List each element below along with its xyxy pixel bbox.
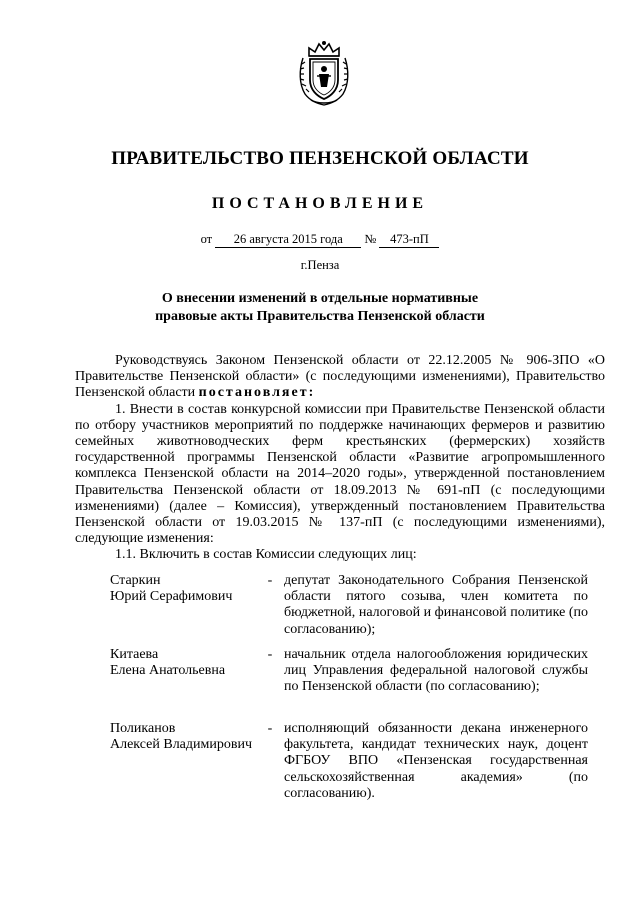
member-name xyxy=(110,573,260,605)
item-1-1-paragraph: 1.1. Включить в состав Комиссии следующих лиц: xyxy=(115,547,417,563)
document-subject xyxy=(0,290,640,326)
penza-coat-of-arms-icon xyxy=(297,40,351,106)
resolves-word: постановляет: xyxy=(198,385,316,401)
city-name: г.Пенза xyxy=(300,258,340,272)
member-position: депутат Законодательного Собрания Пензенской области пятого созыва, член комитета по бюджетной, налоговой и финансовой политике (по согласованию); xyxy=(284,573,588,637)
date-prefix: от xyxy=(200,232,213,246)
document-number: 473-пП xyxy=(379,232,439,248)
subject-line-1: О внесении изменений в отдельные нормативные xyxy=(161,291,479,306)
item-1-paragraph: 1. Внести в состав конкурсной комиссии при Правительстве Пензенской области по отбору участников мероприятий по поддержке начинающих фермеров и развитию семейных животноводческих ферм крестьянских (фермерских) хозяйств государственной программы Пензенской области «Развитие агропромышленного комплекса Пензенской области на 2014–2020 годы», утвержденной постановлением Правительства Пензенской области от 18.09.2013 № 691-пП (с последующими изменениями) (далее – Комиссия), утвержденный постановлением Правительства Пензенской области от 19.03.2015 № 137-пП (с последующими изменениями), следующие изменения: xyxy=(75,401,605,547)
document-body xyxy=(75,353,605,564)
date-number-line xyxy=(0,232,640,248)
member-dash: - xyxy=(267,573,273,588)
number-prefix: № xyxy=(364,232,377,246)
document-type: ПОСТАНОВЛЕНИЕ xyxy=(211,195,429,212)
member-given-names: Алексей Владимирович xyxy=(110,737,253,753)
member-name xyxy=(110,647,260,679)
government-title: ПРАВИТЕЛЬСТВО ПЕНЗЕНСКОЙ ОБЛАСТИ xyxy=(111,148,529,169)
document-date: 26 августа 2015 года xyxy=(215,232,361,248)
preamble-text: Руководствуясь Законом Пензенской области от 22.12.2005 № 906-ЗПО «О Правительстве Пензенской области» (с последующими изменениями), Правительство Пензенской области xyxy=(75,353,605,401)
member-surname: Китаева xyxy=(110,647,159,662)
member-dash: - xyxy=(267,647,273,662)
member-given-names: Елена Анатольевна xyxy=(110,663,226,679)
member-name xyxy=(110,721,260,753)
member-dash: - xyxy=(267,721,273,736)
member-surname: Поликанов xyxy=(110,721,176,736)
member-position: исполняющий обязанности декана инженерного факультета, кандидат технических наук, доцент ФГБОУ ВПО «Пензенская государственная сельскохозяйственная академия» (по согласованию). xyxy=(284,721,588,801)
subject-line-2: правовые акты Правительства Пензенской области xyxy=(155,309,485,324)
preamble-paragraph xyxy=(75,353,605,402)
member-given-names: Юрий Серафимович xyxy=(110,589,233,605)
member-position: начальник отдела налогообложения юридических лиц Управления федеральной налоговой службы по Пензенской области (по согласованию); xyxy=(284,647,588,695)
member-surname: Старкин xyxy=(110,573,161,588)
